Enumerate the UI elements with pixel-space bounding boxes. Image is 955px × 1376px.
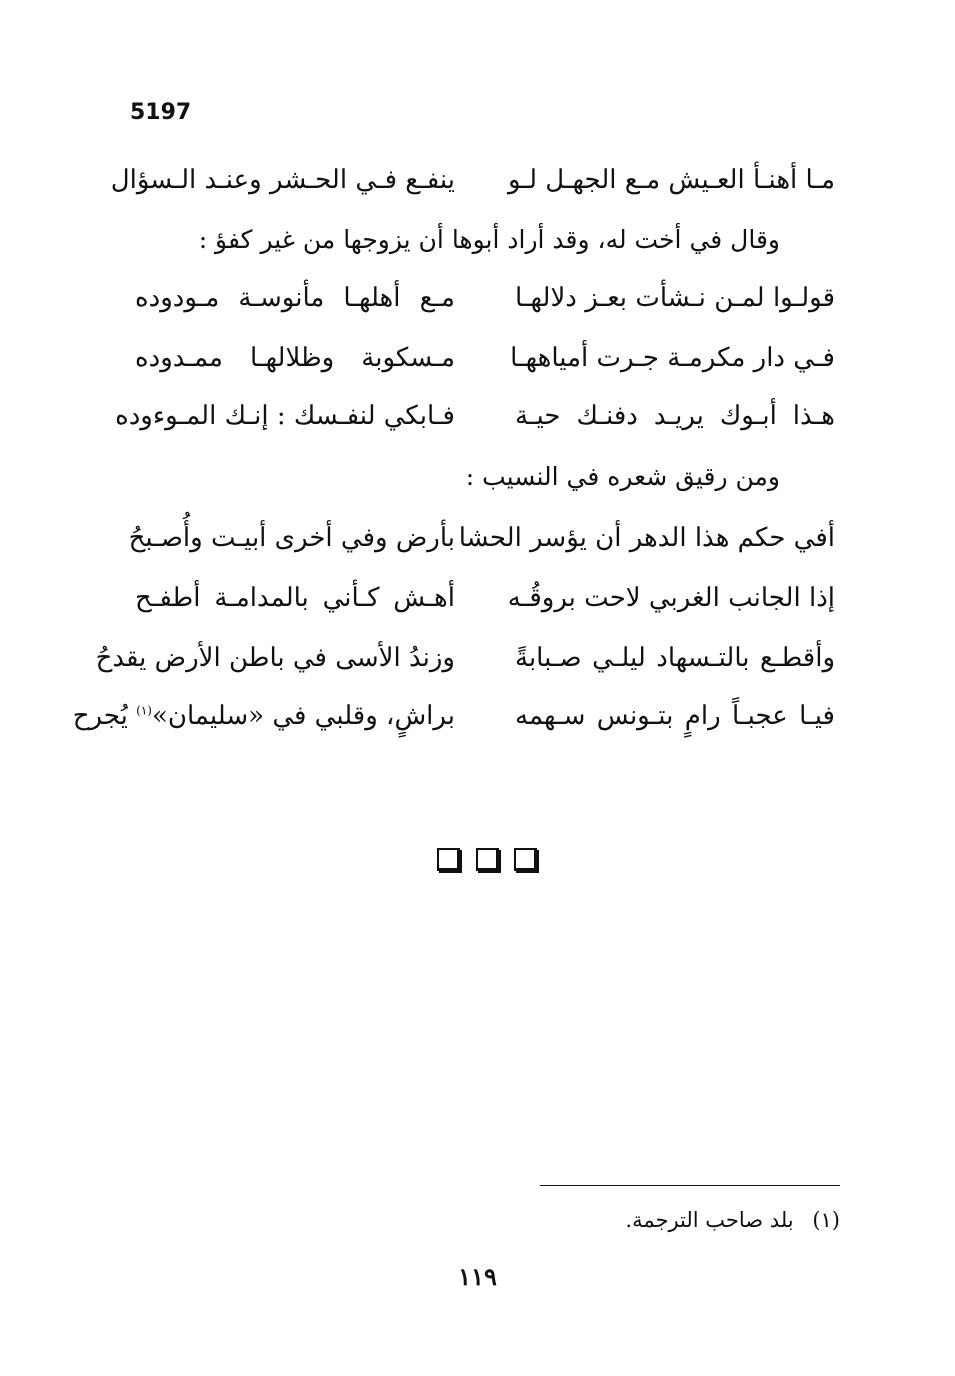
verse-line: [135, 336, 835, 380]
verse-first-hemistich: فـي دار مكرمـة جـرت أمياههـا: [510, 343, 835, 373]
footnote-reference: (١): [136, 703, 152, 718]
verse-line: [128, 516, 835, 560]
square-ornament-icon: [514, 848, 537, 871]
verse-line: [110, 158, 835, 202]
verse-line: [95, 636, 835, 680]
verse-first-hemistich: مـا أهنـأ العـيش مـع الجهـل لـو: [508, 165, 835, 195]
verse-first-hemistich: أفي حكم هذا الدهر أن يؤسر الحشا: [458, 523, 835, 553]
verse-first-hemistich: وأقطـع بالتـسهاد ليلـي صـبابةً: [515, 643, 835, 673]
footnote-divider: [540, 1185, 840, 1186]
prose-intro-line: ومن رقيق شعره في النسيب :: [465, 462, 780, 491]
verse-text-tail: يُجرح: [72, 701, 137, 731]
verse-line: [72, 694, 835, 738]
footnote-text: بلد صاحب الترجمة.: [625, 1208, 794, 1232]
prose-intro-line: وقال في أخت له، وقد أراد أبوها أن يزوجها من غير كفؤ :: [198, 225, 780, 254]
verse-line: [115, 394, 835, 438]
verse-second-hemistich: مـسكوبة وظلالهـا ممـدوده: [135, 343, 455, 373]
top-reference-number: 5197: [130, 100, 192, 125]
verse-first-hemistich: إذا الجانب الغربي لاحت بروقُـه: [507, 583, 835, 613]
verse-line: [135, 276, 835, 320]
section-ornament: [437, 848, 537, 874]
verse-first-hemistich: هـذا أبـوك يريـد دفنـك حيـة: [515, 401, 835, 431]
footnote-number: (١): [812, 1208, 840, 1232]
verse-second-hemistich: أهـش كـأني بالمدامـة أطفـح: [135, 583, 455, 613]
verse-second-hemistich: بأرض وفي أخرى أبيـت وأُصـبحُ: [128, 523, 455, 553]
verse-second-hemistich: فـابكي لنفـسك : إنـك المـوءوده: [115, 401, 455, 431]
footnote: [625, 1202, 840, 1238]
verse-second-hemistich: [72, 694, 455, 738]
square-ornament-icon: [437, 848, 460, 871]
verse-first-hemistich: فيـا عجبـاً رامٍ بتـونس سـهمه: [515, 701, 835, 731]
verse-second-hemistich: مـع أهلهـا مأنوسـة مـودوده: [135, 283, 455, 313]
verse-second-hemistich: ينفـع فـي الحـشر وعنـد الـسؤال: [110, 165, 455, 195]
page-number: ١١٩: [458, 1262, 497, 1291]
verse-line: [135, 576, 835, 620]
verse-text: براشٍ، وقلبي في «سليمان»: [151, 701, 455, 731]
square-ornament-icon: [476, 848, 499, 871]
verse-second-hemistich: وزندُ الأسى في باطن الأرض يقدحُ: [95, 643, 455, 673]
verse-first-hemistich: قولـوا لمـن نـشأت بعـز دلالهـا: [515, 283, 835, 313]
